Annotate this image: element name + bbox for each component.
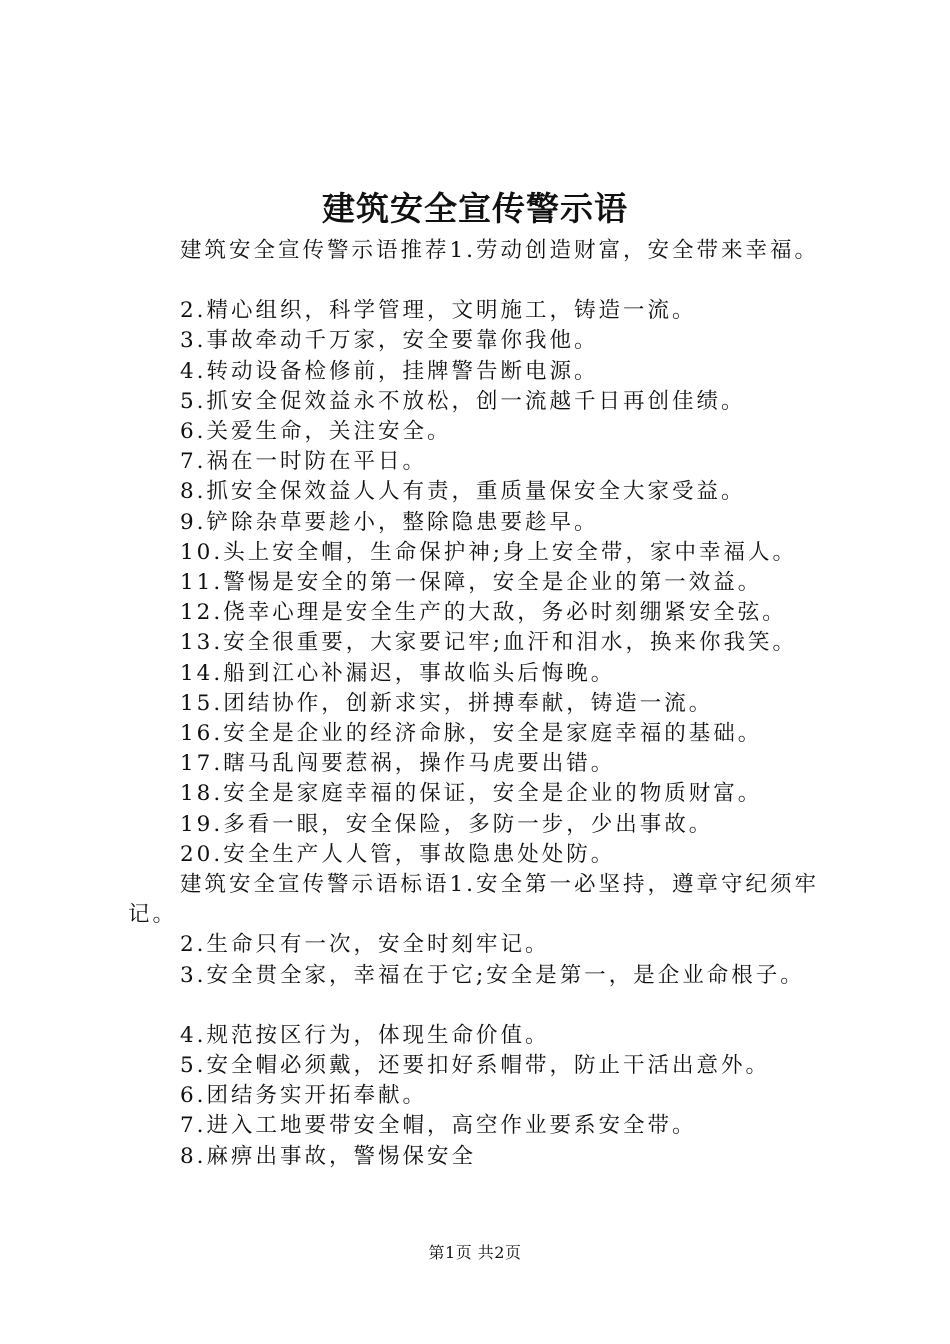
list-item: 11.警惕是安全的第一保障，安全是企业的第一效益。	[180, 570, 763, 596]
list-item: 17.瞎马乱闯要惹祸，操作马虎要出错。	[180, 751, 616, 777]
list-item: 14.船到江心补漏迟，事故临头后悔晚。	[180, 660, 616, 686]
list-item: 8.抓安全保效益人人有责，重质量保安全大家受益。	[180, 479, 746, 505]
list-item: 8.麻痹出事故，警惕保安全	[180, 1143, 477, 1169]
paragraph-gap	[128, 991, 848, 1021]
section1-intro: 建筑安全宣传警示语推荐1.劳动创造财富，安全带来幸福。	[180, 238, 820, 263]
list-item: 3.事故牵动千万家，安全要靠你我他。	[180, 328, 599, 354]
document-body	[128, 236, 848, 1172]
list-item: 2.生命只有一次，安全时刻牢记。	[180, 932, 550, 958]
page-footer: 第1页 共2页	[428, 1243, 522, 1262]
list-item: 19.多看一眼，安全保险，多防一步，少出事故。	[180, 811, 714, 837]
list-item: 9.铲除杂草要趁小，整除隐患要趁早。	[180, 509, 599, 535]
list-item: 6.团结务实开拓奉献。	[180, 1083, 428, 1109]
list-item: 18.安全是家庭幸福的保证，安全是企业的物质财富。	[180, 781, 763, 807]
list-item: 7.进入工地要带安全帽，高空作业要系安全带。	[180, 1113, 697, 1139]
section2-intro: 建筑安全宣传警示语标语1.安全第一必坚持，遵章守纪须牢记。	[128, 872, 820, 928]
list-item: 5.抓安全促效益永不放松，创一流越千日再创佳绩。	[180, 388, 746, 414]
list-item: 4.规范按区行为，体现生命价值。	[180, 1022, 550, 1048]
list-item: 10.头上安全帽，生命保护神;身上安全带，家中幸福人。	[180, 539, 797, 565]
list-item: 5.安全帽必须戴，还要扣好系帽带，防止干活出意外。	[180, 1053, 771, 1079]
list-item: 4.转动设备检修前，挂牌警告断电源。	[180, 358, 599, 384]
list-item: 12.侥幸心理是安全生产的大敌，务必时刻绷紧安全弦。	[180, 600, 787, 626]
list-item: 2.精心组织，科学管理，文明施工，铸造一流。	[180, 298, 697, 324]
list-item: 13.安全很重要，大家要记牢;血汗和泪水，换来你我笑。	[180, 630, 797, 656]
list-item: 6.关爱生命，关注安全。	[180, 419, 452, 445]
list-item: 3.安全贯全家，幸福在于它;安全是第一，是企业命根子。	[180, 962, 805, 988]
page-title: 建筑安全宣传警示语	[322, 189, 628, 228]
list-item: 7.祸在一时防在平日。	[180, 449, 428, 475]
list-item: 16.安全是企业的经济命脉，安全是家庭幸福的基础。	[180, 721, 763, 747]
section1-list	[128, 296, 848, 870]
section2-list-a	[128, 930, 848, 990]
list-item: 20.安全生产人人管，事故隐患处处防。	[180, 841, 616, 867]
paragraph-gap	[128, 266, 848, 296]
section2-list-b	[128, 1021, 848, 1172]
list-item: 15.团结协作，创新求实，拼搏奉献，铸造一流。	[180, 690, 714, 716]
